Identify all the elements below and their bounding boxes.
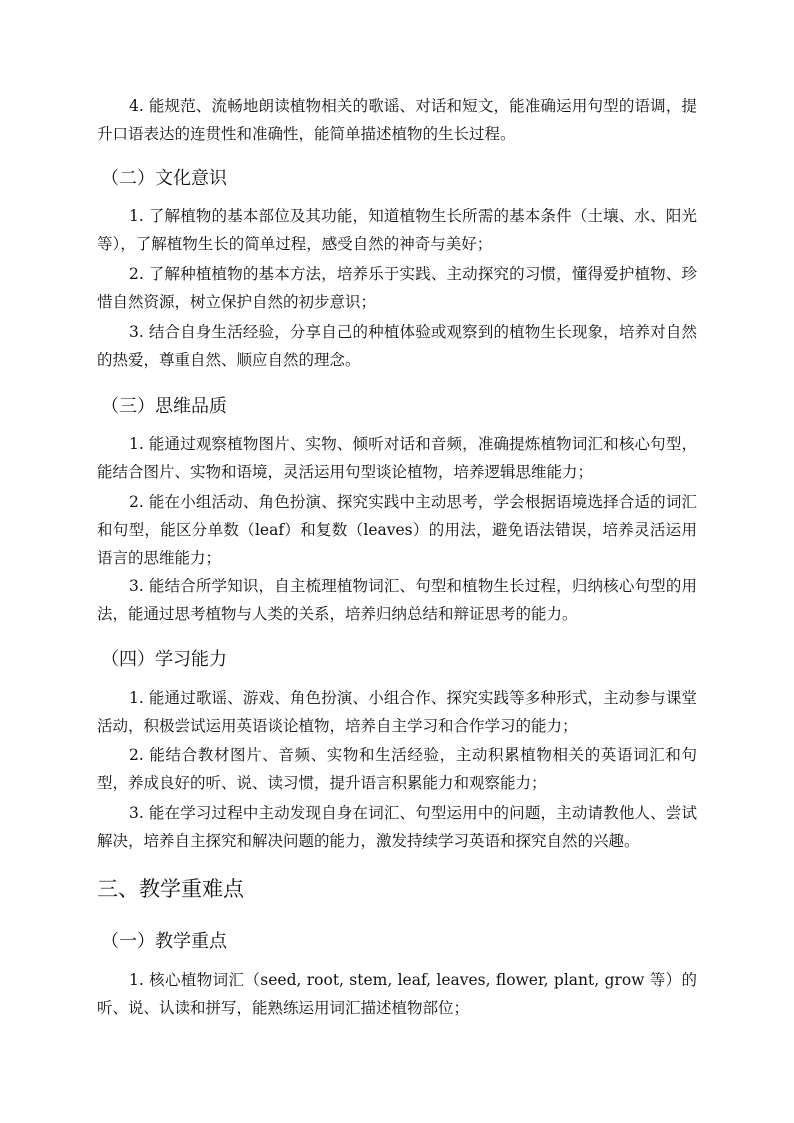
learning-item-1: 1. 能通过歌谣、游戏、角色扮演、小组合作、探究实践等多种形式，主动参与课堂活动，积极尝试运用英语谈论植物，培养自主学习和合作学习的能力； bbox=[97, 689, 697, 735]
thinking-item-3: 3. 能结合所学知识，自主梳理植物词汇、句型和植物生长过程，归纳核心句型的用法，能通过思考植物与人类的关系，培养归纳总结和辩证思考的能力。 bbox=[97, 577, 697, 623]
learning-item-2: 2. 能结合教材图片、音频、实物和生活经验，主动积累植物相关的英语词汇和句型，养成良好的听、说、读习惯，提升语言积累能力和观察能力； bbox=[97, 746, 697, 792]
heading-learning: （四）学习能力 bbox=[101, 649, 227, 670]
language-goal-4: 4. 能规范、流畅地朗读植物相关的歌谣、对话和短文，能准确运用句型的语调，提升口语表达的连贯性和准确性，能简单描述植物的生长过程。 bbox=[97, 97, 697, 143]
culture-item-3: 3. 结合自身生活经验，分享自己的种植体验或观察到的植物生长现象，培养对自然的热爱，尊重自然、顺应自然的理念。 bbox=[97, 323, 697, 369]
thinking-item-2: 2. 能在小组活动、角色扮演、探究实践中主动思考，学会根据语境选择合适的词汇和句型，能区分单数（leaf）和复数（leaves）的用法，避免语法错误，培养灵活运用语言的思维能力； bbox=[97, 493, 697, 567]
focus-item-1: 1. 核心植物词汇（seed, root, stem, leaf, leaves, flower, plant, grow 等）的听、说、认读和拼写，能熟练运用词汇描述植物部位； bbox=[97, 971, 697, 1017]
learning-item-3: 3. 能在学习过程中主动发现自身在词汇、句型运用中的问题，主动请教他人、尝试解决，培养自主探究和解决问题的能力，激发持续学习英语和探究自然的兴趣。 bbox=[97, 804, 697, 850]
thinking-item-1: 1. 能通过观察植物图片、实物、倾听对话和音频，准确提炼植物词汇和核心句型，能结合图片、实物和语境，灵活运用句型谈论植物，培养逻辑思维能力； bbox=[97, 435, 697, 481]
heading-culture: （二）文化意识 bbox=[101, 168, 227, 189]
heading-teaching-focus: （一）教学重点 bbox=[101, 931, 227, 952]
heading-thinking: （三）思维品质 bbox=[101, 396, 227, 417]
culture-item-2: 2. 了解种植植物的基本方法，培养乐于实践、主动探究的习惯，懂得爱护植物、珍惜自然资源，树立保护自然的初步意识； bbox=[97, 265, 697, 311]
section-heading-key-points: 三、教学重难点 bbox=[97, 877, 244, 901]
culture-item-1: 1. 了解植物的基本部位及其功能，知道植物生长所需的基本条件（土壤、水、阳光等），了解植物生长的简单过程，感受自然的神奇与美好； bbox=[97, 207, 697, 253]
